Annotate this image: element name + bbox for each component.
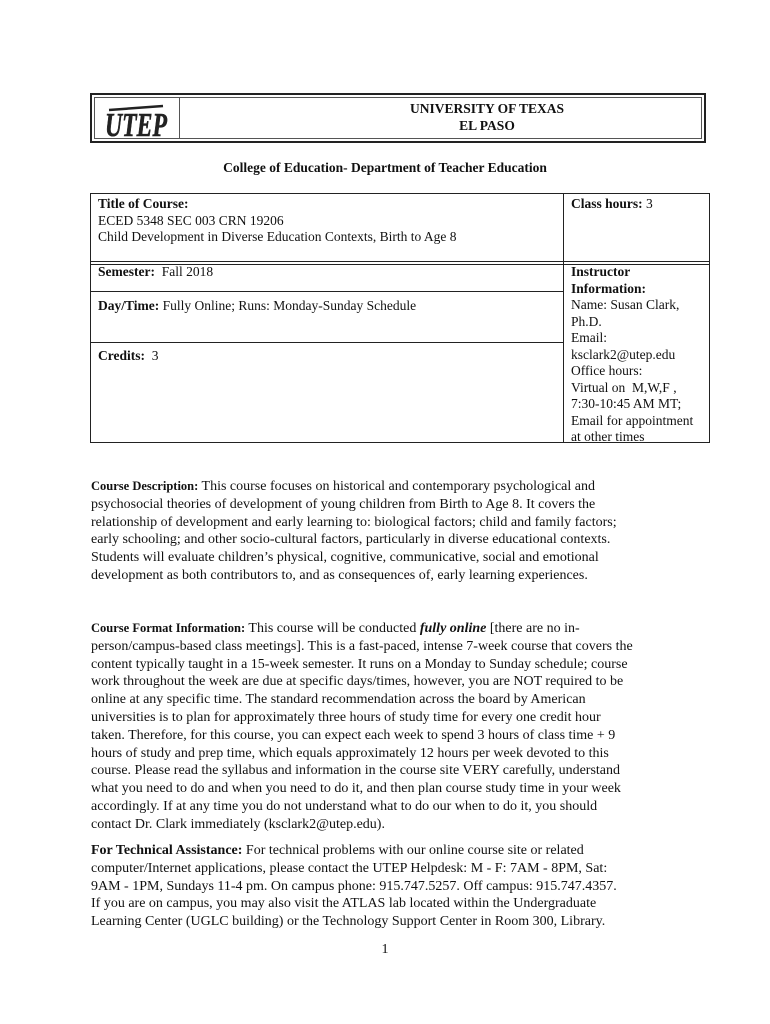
format-line: online at any specific time. The standard recommendation across the board by American [91, 692, 586, 708]
description-line: relationship of development and early learning to: biological factors; child and family factors; [91, 514, 617, 530]
format-text: [there are no in- [486, 621, 580, 636]
format-line: person/campus-based class meetings]. This is a fast-paced, intense 7-week course that covers the [91, 638, 633, 654]
format-line: accordingly. If at any time you do not understand what to do our when to do it, you should [91, 798, 598, 814]
format-line: hours of study and prep time, which equals approximately 12 hours per week devoted to this [91, 745, 609, 761]
format-line: work throughout the week are due at specific days/times, however, you are NOT required to be [91, 674, 624, 690]
daytime-cell [98, 298, 558, 315]
tech-line: For technical problems with our online course site or related [242, 843, 584, 858]
course-info-table [90, 193, 710, 443]
instructor-line: Email: [571, 330, 607, 345]
description-line: psychosocial theories of development of young children from Birth to Age 8. It covers the [91, 496, 596, 512]
instructor-label: Instructor [571, 264, 631, 279]
table-rule [91, 291, 563, 292]
university-line-1: UNIVERSITY OF TEXAS [409, 101, 565, 116]
tech-line: computer/Internet applications, please contact the UTEP Helpdesk: M - F: 7AM - 8PM, Sat: [91, 860, 608, 876]
format-emphasis: fully online [419, 621, 487, 636]
university-name [273, 100, 701, 134]
semester-value: Fall 2018 [154, 264, 214, 279]
format-line: content typically taught in a 15-week semester. It runs on a Monday to Sunday schedule; course [91, 656, 628, 672]
format-line: course. Please read the syllabus and information in the course site VERY carefully, understand [91, 763, 620, 779]
description-line: Students will evaluate children’s physical, cognitive, communicative, social and emotional [91, 550, 599, 566]
course-format [91, 620, 691, 834]
instructor-line: Name: Susan Clark, [571, 297, 680, 312]
format-text: This course will be conducted [245, 621, 420, 636]
header-box [90, 93, 706, 143]
format-line: what you need to do and when you need to do it, and then plan course study time in your week [91, 781, 621, 797]
instructor-email: ksclark2@utep.edu [571, 346, 676, 362]
instructor-line: Ph.D. [571, 313, 602, 329]
tech-line: Learning Center (UGLC building) or the Technology Support Center in Room 300, Library. [91, 914, 606, 930]
table-rule [91, 342, 563, 343]
format-label: Course Format Information: [91, 621, 246, 635]
course-name: Child Development in Diverse Education Contexts, Birth to Age 8 [98, 229, 457, 244]
class-hours-value: 3 [642, 196, 653, 211]
tech-label: For Technical Assistance: [91, 843, 243, 858]
class-hours-label: Class hours: [571, 196, 643, 211]
instructor-line: 7:30-10:45 AM MT; [571, 396, 682, 411]
table-divider [563, 194, 564, 442]
course-code: ECED 5348 SEC 003 CRN 19206 [98, 212, 284, 228]
table-rule [563, 261, 709, 262]
page-number: 1 [381, 942, 389, 957]
semester-cell [98, 264, 558, 281]
description-line: development as both contributors to, and as consequences of, early learning experiences. [91, 567, 588, 583]
utep-logo [95, 98, 180, 144]
credits-value: 3 [145, 348, 159, 363]
course-title-cell [98, 196, 558, 246]
table-rule [91, 261, 563, 262]
description-label: Course Description: [91, 479, 199, 493]
daytime-label: Day/Time: [98, 298, 160, 313]
description-line: This course focuses on historical and contemporary psychological and [198, 479, 595, 494]
format-line: universities is to plan for approximately three hours of study time for every one credit hour [91, 709, 601, 725]
course-description [91, 478, 691, 585]
svg-text:UTEP: UTEP [105, 107, 168, 144]
utep-logo-icon [103, 102, 171, 142]
credits-label: Credits: [98, 348, 145, 363]
instructor-label: Information: [571, 280, 646, 296]
instructor-line: Email for appointment [571, 412, 694, 428]
semester-label: Semester: [98, 264, 155, 279]
class-hours-cell [571, 196, 706, 213]
instructor-line: at other times [571, 429, 645, 444]
description-line: early schooling; and other socio-cultural factors, particularly in diverse educational contexts. [91, 532, 611, 548]
course-title-label: Title of Course: [98, 196, 189, 211]
university-line-2: EL PASO [459, 118, 515, 133]
tech-line: If you are on campus, you may also visit the ATLAS lab located within the Undergraduate [91, 896, 597, 912]
daytime-value: Fully Online; Runs: Monday-Sunday Schedule [159, 298, 417, 313]
tech-line: 9AM - 1PM, Sundays 11-4 pm. On campus phone: 915.747.5257. Off campus: 915.747.4357. [91, 878, 617, 894]
instructor-line: Office hours: [571, 363, 643, 378]
instructor-line: Virtual on M,W,F , [571, 379, 677, 395]
technical-assistance [91, 842, 691, 931]
college-title: College of Education- Department of Teacher Education [223, 160, 547, 175]
format-line: taken. Therefore, for this course, you can expect each week to spend 3 hours of class time + 9 [91, 727, 616, 743]
credits-cell [98, 348, 558, 365]
format-line: contact Dr. Clark immediately (ksclark2@utep.edu). [91, 816, 385, 832]
instructor-cell [571, 264, 709, 446]
